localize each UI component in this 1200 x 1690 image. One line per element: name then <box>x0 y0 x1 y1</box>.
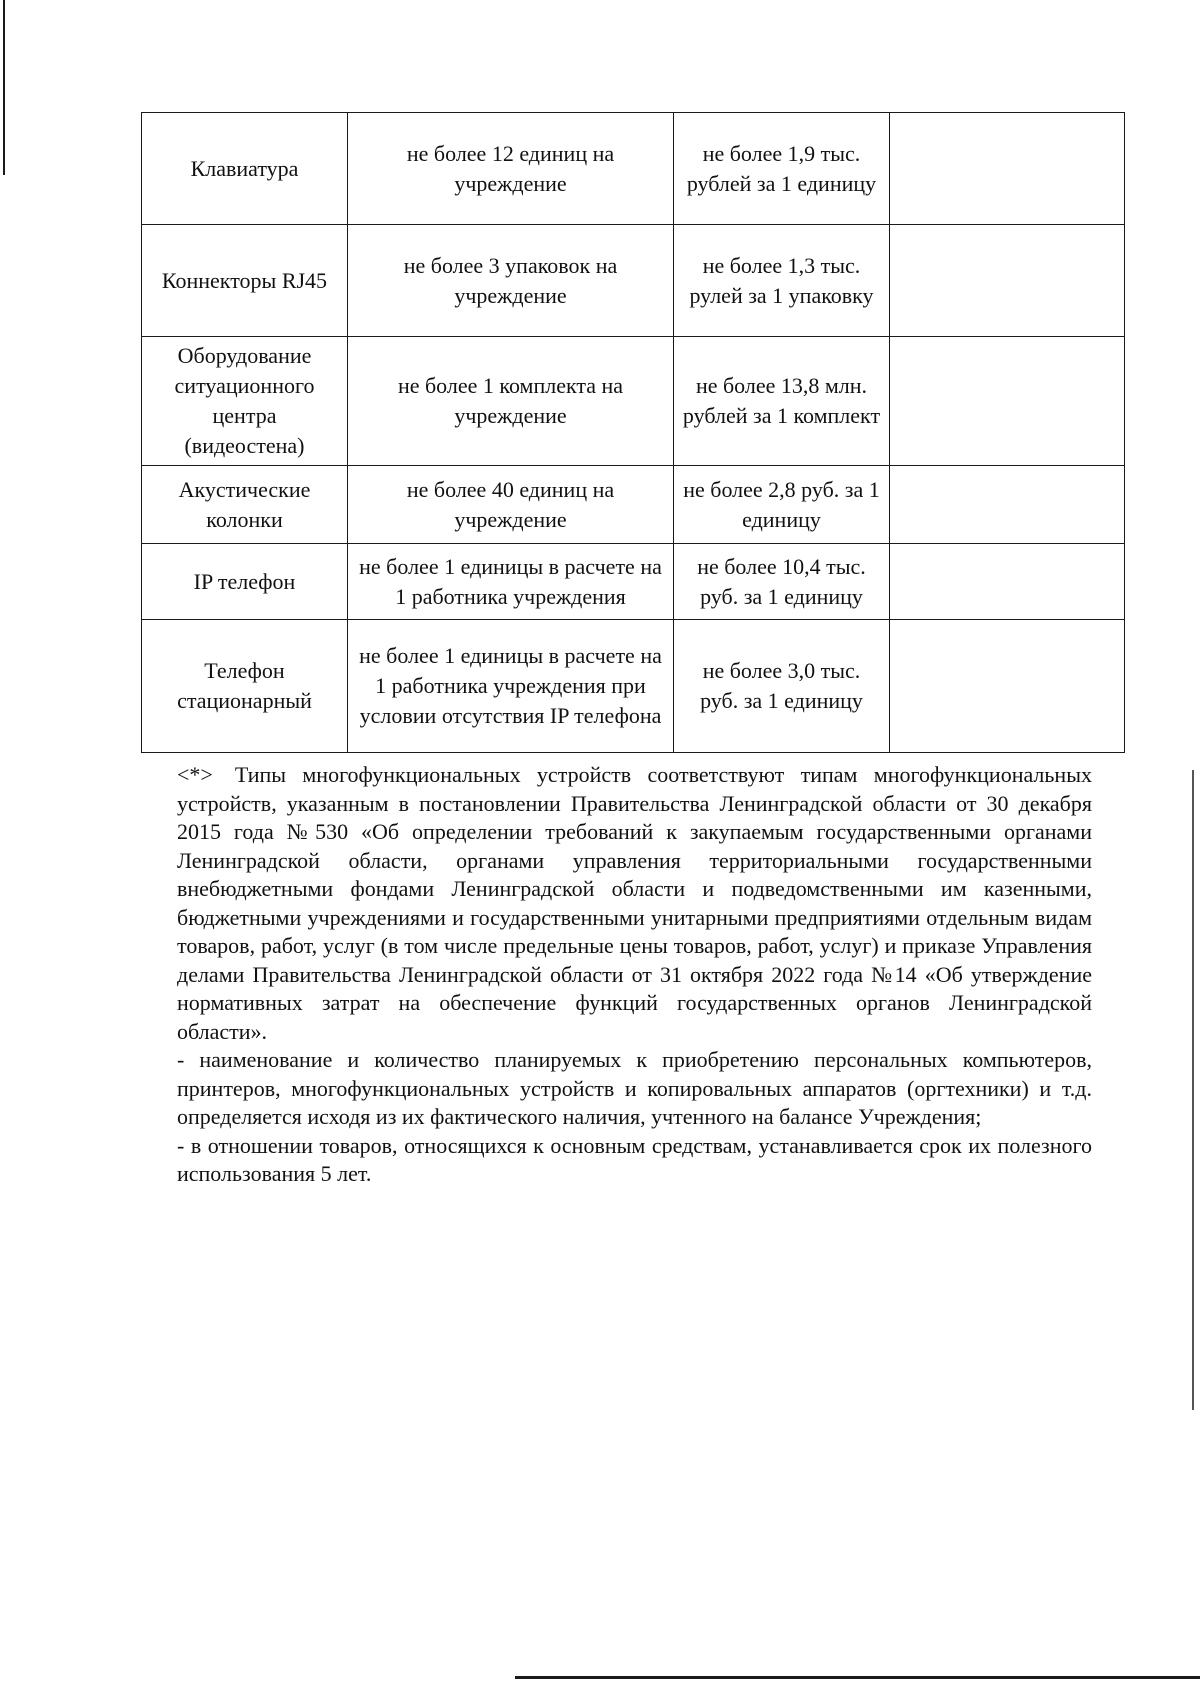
empty-cell <box>890 544 1125 620</box>
price-limit-cell: не более 10,4 тыс. руб. за 1 единицу <box>674 544 890 620</box>
note-item: - наименование и количество планируемых к приобретению персональных компьютеров, принтеров, многофункциональных устройств и копировальных аппаратов (оргтехники) и т.д. определяется исходя из их фактического наличия, учтенного на балансе Учреждения; <box>177 1047 1092 1129</box>
limits-table <box>141 112 1125 753</box>
empty-cell <box>890 337 1125 466</box>
scan-edge-mark <box>515 1676 1200 1679</box>
table-row <box>142 620 1125 753</box>
table-row <box>142 544 1125 620</box>
empty-cell <box>890 620 1125 753</box>
note-item: - в отношении товаров, относящихся к основным средствам, устанавливается срок их полезного использования 5 лет. <box>177 1132 1092 1186</box>
item-name-cell: Акустические колонки <box>142 466 348 544</box>
item-name-cell: IP телефон <box>142 544 348 620</box>
item-name-cell: Телефон стационарный <box>142 620 348 753</box>
quantity-norm-cell: не более 40 единиц на учреждение <box>348 466 674 544</box>
quantity-norm-cell: не более 12 единиц на учреждение <box>348 113 674 225</box>
quantity-norm-cell: не более 1 комплекта на учреждение <box>348 337 674 466</box>
table-row <box>142 337 1125 466</box>
table-row <box>142 466 1125 544</box>
empty-cell <box>890 466 1125 544</box>
price-limit-cell: не более 1,3 тыс. рулей за 1 упаковку <box>674 225 890 337</box>
price-limit-cell: не более 13,8 млн. рублей за 1 комплект <box>674 337 890 466</box>
table-row <box>142 225 1125 337</box>
notes-section <box>177 761 1092 1189</box>
price-limit-cell: не более 2,8 руб. за 1 единицу <box>674 466 890 544</box>
item-name-cell: Клавиатура <box>142 113 348 225</box>
item-name-cell: Оборудование ситуационного центра (видеостена) <box>142 337 348 466</box>
scan-edge-mark <box>3 0 5 175</box>
quantity-norm-cell: не более 1 единицы в расчете на 1 работника учреждения при условии отсутствия IP телефона <box>348 620 674 753</box>
empty-cell <box>890 225 1125 337</box>
scan-edge-mark <box>1192 770 1194 1410</box>
table-row <box>142 113 1125 225</box>
price-limit-cell: не более 1,9 тыс. рублей за 1 единицу <box>674 113 890 225</box>
footnote-paragraph: <*> Типы многофункциональных устройств соответствуют типам многофункциональных устройств, указанным в постановлении Правительства Ленинградской области от 30 декабря 2015 года №530 «Об определении требований к закупаемым государственными органами Ленинградской области, органами управления территориальными государственными внебюджетными фондами Ленинградской области и подведомственными им казенными, бюджетными учреждениями и государственными унитарными предприятиями отдельным видам товаров, работ, услуг (в том числе предельные цены товаров, работ, услуг) и приказе Управления делами Правительства Ленинградской области от 31 октября 2022 года №14 «Об утверждение нормативных затрат на обеспечение функций государственных органов Ленинградской области». <box>177 762 1092 1044</box>
empty-cell <box>890 113 1125 225</box>
price-limit-cell: не более 3,0 тыс. руб. за 1 единицу <box>674 620 890 753</box>
quantity-norm-cell: не более 3 упаковок на учреждение <box>348 225 674 337</box>
item-name-cell: Коннекторы RJ45 <box>142 225 348 337</box>
quantity-norm-cell: не более 1 единицы в расчете на 1 работника учреждения <box>348 544 674 620</box>
